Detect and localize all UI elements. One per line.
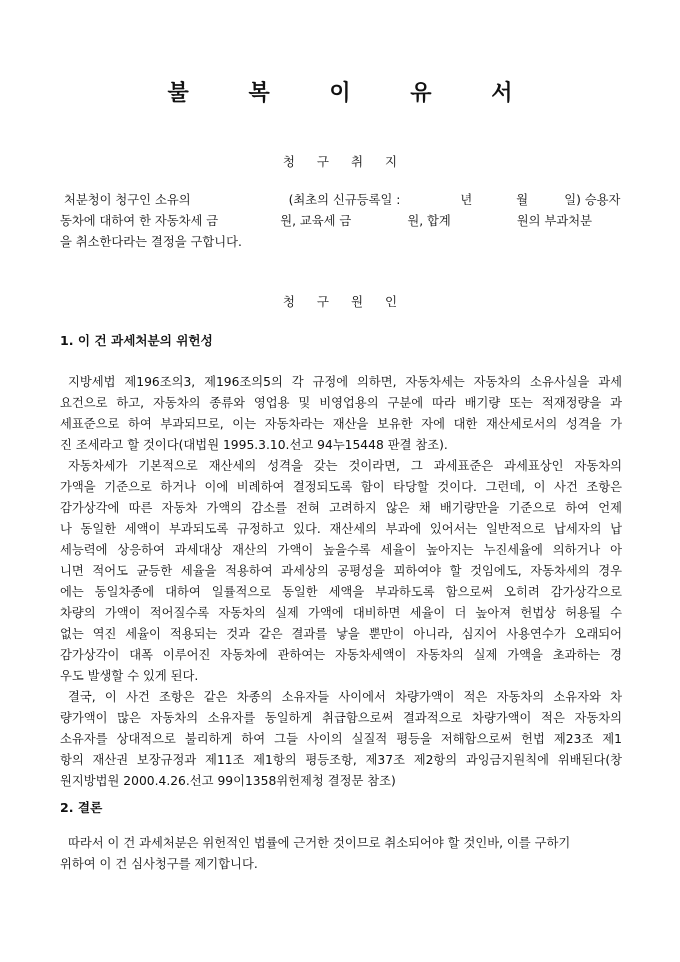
body-line: 진 조세라고 할 것이다(대법원 1995.3.10.선고 94누15448 판결 참조). (60, 438, 448, 452)
claim-purpose-heading: 청 구 취 지 (282, 154, 407, 169)
text-segment: 년 (460, 193, 473, 207)
body-line: 세능력에 상응하여 과세대상 재산의 가액이 높을수록 세율이 높아지는 누진세율에 의하거나 아 (60, 543, 622, 557)
body-line: 소유자를 상대적으로 불리하게 하여 그들 사이의 실질적 평등을 저해함으로써 헌법 제23조 제1 (60, 732, 622, 746)
body-line: 감가상각에 따른 자동차 가액의 감소를 전혀 고려하지 않은 채 배기량만을 기준으로 하여 언제 (60, 501, 622, 515)
body-line: 에는 동일차종에 대하여 일률적으로 동일한 세액을 부과하도록 함으로써 오히려 감가상각으로 (60, 585, 622, 599)
text-segment: (최초의 신규등록일 : (288, 193, 401, 207)
body-line: 항의 재산권 보장규정과 제11조 제1항의 평등조항, 제37조 제2항의 과잉금지원칙에 위배된다(창 (60, 753, 622, 767)
body-line: 차량의 가액이 적어질수록 자동차의 실제 가액에 대비하면 세율이 더 높아져 헌법상 허용될 수 (60, 606, 622, 620)
text-segment: 월 (516, 193, 529, 207)
text-segment: 원, 합계 (407, 214, 451, 228)
claim-purpose-line-3: 을 취소한다라는 결정을 구합니다. (60, 235, 242, 249)
text-segment: 원의 부과처분 (516, 214, 592, 228)
body-line: 세표준으로 하여 부과되므로, 이는 자동차라는 재산을 보유한 자에 대한 재산세로서의 성격을 가 (60, 417, 622, 431)
text-segment: 원, 교육세 금 (280, 214, 352, 228)
body-line: 자동차세가 기본적으로 재산세의 성격을 갖는 것이라면, 그 과세표준은 과세표상인 자동차의 (68, 459, 622, 473)
body-line: 없는 역진 세율이 적용되는 것과 같은 결과를 낳을 뿐만이 아니라, 심지어 사용연수가 오래되어 (60, 627, 622, 641)
body-line: 따라서 이 건 과세처분은 위헌적인 법률에 근거한 것이므로 취소되어야 할 것인바, 이를 구하기 (68, 836, 571, 850)
body-line: 위하여 이 건 심사청구를 제기합니다. (60, 857, 258, 871)
section-2-title: 2. 결론 (60, 800, 103, 815)
body-line: 원지방법원 2000.4.26.선고 99이1358위헌제청 결정문 참조) (60, 774, 396, 788)
text-segment: 동차에 대하여 한 자동차세 금 (60, 214, 219, 228)
body-line: 량가액이 많은 자동차의 소유자를 동일하게 취급함으로써 결과적으로 차량가액이 적은 자동차의 (60, 711, 622, 725)
claim-purpose-line-2 (60, 211, 622, 232)
body-line: 가액을 기준으로 하거나 이에 비례하여 결정되도록 함이 타당할 것이다. 그런데, 이 사건 조항은 (60, 480, 622, 494)
section-1-body (60, 372, 622, 792)
text-segment: 일) 승용자 (564, 193, 621, 207)
body-line: 지방세법 제196조의3, 제196조의5의 각 규정에 의하면, 자동차세는 자동차의 소유사실을 과세 (68, 375, 622, 389)
text-segment: 처분청이 청구인 소유의 (64, 193, 191, 207)
body-line: 요건으로 하고, 자동차의 종류와 영업용 및 비영업용의 구분에 따라 배기량 또는 적재정량을 과 (60, 396, 622, 410)
body-line: 결국, 이 사건 조항은 같은 차종의 소유자들 사이에서 차량가액이 적은 자동차의 소유자와 차 (68, 690, 622, 704)
claim-purpose-paragraph (60, 190, 622, 253)
claim-reasons-heading: 청 구 원 인 (282, 294, 407, 309)
body-line: 니면 적어도 균등한 세율을 적용하여 과세상의 공평성을 꾀하여야 할 것임에도, 자동차세의 경우 (60, 564, 622, 578)
document-title: 불 복 이 유 서 (167, 81, 539, 106)
body-line: 우도 발생할 수 있게 된다. (60, 669, 199, 683)
body-line: 감가상각이 대폭 이루어진 자동차에 관하여는 자동차세액이 자동차의 실제 가액을 초과하는 경 (60, 648, 622, 662)
body-line: 나 동일한 세액이 부과되도록 규정하고 있다. 재산세의 부과에 있어서는 일반적으로 납세자의 납 (60, 522, 622, 536)
claim-purpose-line-1 (60, 190, 622, 211)
section-1-title: 1. 이 건 과세처분의 위헌성 (60, 333, 213, 348)
section-2-body (60, 833, 622, 875)
